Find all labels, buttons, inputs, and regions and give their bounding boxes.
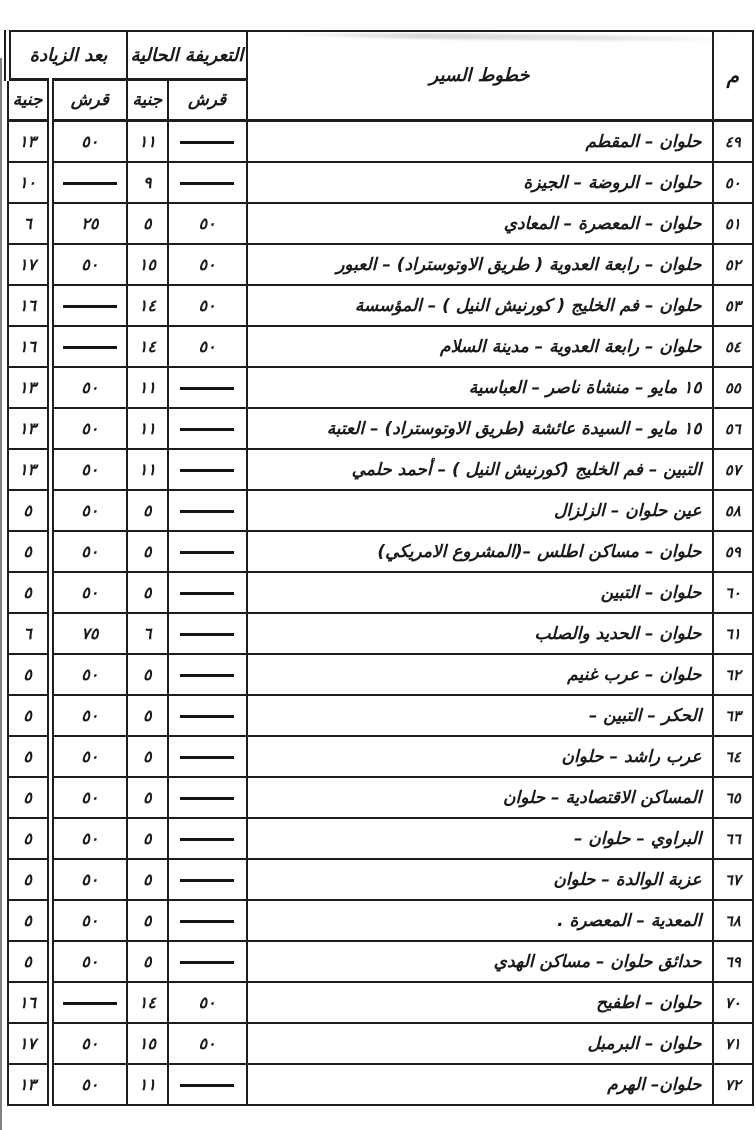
no-value-dash — [180, 510, 234, 513]
new-qirsh-cell: ٥٠ — [50, 818, 127, 859]
row-number-cell: ٦٤ — [713, 736, 754, 777]
no-value-dash — [180, 592, 234, 595]
new-pound-cell: ٥ — [8, 695, 51, 736]
current-qirsh-cell — [168, 654, 247, 695]
table-row — [8, 285, 754, 326]
table-row — [8, 941, 754, 982]
route-cell: حلوان – رابعة العدوية – مدينة السلام — [247, 326, 713, 367]
new-qirsh-cell — [50, 162, 127, 203]
new-pound-cell: ٥ — [8, 900, 51, 941]
current-qirsh-cell — [168, 121, 247, 163]
new-qirsh-cell: ٥٠ — [50, 531, 127, 572]
no-value-dash — [180, 879, 234, 882]
table-row — [8, 572, 754, 613]
new-qirsh-cell: ٥٠ — [50, 900, 127, 941]
table-body — [8, 121, 754, 1106]
new-pound-cell: ١٦ — [8, 982, 51, 1023]
route-cell: حلوان – اطفيح — [247, 982, 713, 1023]
current-qirsh-cell — [168, 1064, 247, 1105]
no-value-dash — [63, 1002, 117, 1005]
route-cell: البراوي – حلوان – — [247, 818, 713, 859]
no-value-dash — [180, 387, 234, 390]
table-row — [8, 613, 754, 654]
new-pound-cell: ١٣ — [8, 408, 51, 449]
current-qirsh-cell: ٥٠ — [168, 326, 247, 367]
row-number-cell: ٦٧ — [713, 859, 754, 900]
current-pound-cell: ٥ — [127, 818, 168, 859]
route-cell: حلوان – المقطم — [247, 121, 713, 163]
new-qirsh-cell: ٥٠ — [50, 941, 127, 982]
new-qirsh-cell: ٥٠ — [50, 1064, 127, 1105]
current-qirsh-cell: ٥٠ — [168, 982, 247, 1023]
table-row — [8, 162, 754, 203]
scanned-page — [0, 30, 756, 1130]
column-header-current-qirsh: قرش — [168, 80, 247, 121]
row-number-cell: ٦٨ — [713, 900, 754, 941]
new-pound-cell: ٥ — [8, 531, 51, 572]
table-row — [8, 859, 754, 900]
route-cell: حلوان – عرب غنيم — [247, 654, 713, 695]
row-number-cell: ٥٤ — [713, 326, 754, 367]
column-group-after-increase: بعد الزيادة — [8, 31, 128, 80]
current-qirsh-cell — [168, 408, 247, 449]
no-value-dash — [180, 797, 234, 800]
new-qirsh-cell: ٥٠ — [50, 777, 127, 818]
current-qirsh-cell: ٥٠ — [168, 285, 247, 326]
table-row — [8, 1023, 754, 1064]
route-cell: حلوان – مساكن اطلس –(المشروع الامريكي) — [247, 531, 713, 572]
no-value-dash — [63, 182, 117, 185]
current-qirsh-cell — [168, 531, 247, 572]
row-number-cell: ٥٣ — [713, 285, 754, 326]
current-qirsh-cell — [168, 941, 247, 982]
current-qirsh-cell: ٥٠ — [168, 1023, 247, 1064]
current-qirsh-cell — [168, 818, 247, 859]
route-cell: ١٥ مايو – السيدة عائشة (طريق الاوتوستراد) – العتبة — [247, 408, 713, 449]
new-qirsh-cell: ٥٠ — [50, 654, 127, 695]
table-row — [8, 449, 754, 490]
new-pound-cell: ١٣ — [8, 449, 51, 490]
row-number-cell: ٥٧ — [713, 449, 754, 490]
route-cell: حلوان – فم الخليج ( كورنيش النيل ) – المؤسسة — [247, 285, 713, 326]
row-number-cell: ٦٦ — [713, 818, 754, 859]
current-pound-cell: ٥ — [127, 531, 168, 572]
new-pound-cell: ٥ — [8, 777, 51, 818]
row-number-cell: ٥١ — [713, 203, 754, 244]
row-number-cell: ٧٠ — [713, 982, 754, 1023]
new-pound-cell: ٥ — [8, 572, 51, 613]
new-qirsh-cell — [50, 982, 127, 1023]
table-row — [8, 408, 754, 449]
current-pound-cell: ١١ — [127, 449, 168, 490]
route-cell: حلوان – رابعة العدوية ( طريق الاوتوستراد) – العبور — [247, 244, 713, 285]
row-number-cell: ٥٩ — [713, 531, 754, 572]
row-number-cell: ٧١ — [713, 1023, 754, 1064]
new-qirsh-cell: ٥٠ — [50, 490, 127, 531]
current-pound-cell: ١١ — [127, 121, 168, 163]
column-header-new-qirsh: قرش — [50, 80, 127, 121]
no-value-dash — [63, 305, 117, 308]
table-row — [8, 982, 754, 1023]
route-cell: المعدية – المعصرة . — [247, 900, 713, 941]
route-cell: حلوان– الهرم — [247, 1064, 713, 1105]
new-qirsh-cell: ٥٠ — [50, 1023, 127, 1064]
table-row — [8, 367, 754, 408]
new-qirsh-cell: ٥٠ — [50, 859, 127, 900]
no-value-dash — [180, 469, 234, 472]
no-value-dash — [180, 1084, 234, 1087]
current-pound-cell: ١٥ — [127, 244, 168, 285]
route-cell: عرب راشد – حلوان — [247, 736, 713, 777]
no-value-dash — [63, 346, 117, 349]
no-value-dash — [180, 141, 234, 144]
table-row — [8, 244, 754, 285]
current-pound-cell: ٥ — [127, 203, 168, 244]
table-row — [8, 736, 754, 777]
route-cell: التبين – فم الخليج (كورنيش النيل ) – أحمد حلمي — [247, 449, 713, 490]
row-number-cell: ٥٦ — [713, 408, 754, 449]
current-qirsh-cell: ٥٠ — [168, 203, 247, 244]
current-pound-cell: ٥ — [127, 859, 168, 900]
new-pound-cell: ٥ — [8, 654, 51, 695]
row-number-cell: ٦١ — [713, 613, 754, 654]
row-number-cell: ٦٣ — [713, 695, 754, 736]
row-number-cell: ٦٠ — [713, 572, 754, 613]
new-pound-cell: ١٣ — [8, 367, 51, 408]
current-pound-cell: ٥ — [127, 777, 168, 818]
new-pound-cell: ٥ — [8, 736, 51, 777]
row-number-cell: ٥٥ — [713, 367, 754, 408]
current-pound-cell: ٩ — [127, 162, 168, 203]
new-qirsh-cell: ٥٠ — [50, 572, 127, 613]
current-pound-cell: ١٤ — [127, 326, 168, 367]
column-header-current-pound: جنية — [127, 80, 168, 121]
column-header-new-pound: جنية — [8, 80, 51, 121]
new-pound-cell: ٥ — [8, 818, 51, 859]
new-qirsh-cell: ٥٠ — [50, 736, 127, 777]
new-pound-cell: ١٧ — [8, 1023, 51, 1064]
no-value-dash — [180, 674, 234, 677]
new-pound-cell: ٥ — [8, 490, 51, 531]
row-number-cell: ٧٢ — [713, 1064, 754, 1105]
route-cell: حدائق حلوان – مساكن الهدي — [247, 941, 713, 982]
current-qirsh-cell: ٥٠ — [168, 244, 247, 285]
current-qirsh-cell — [168, 572, 247, 613]
table-row — [8, 654, 754, 695]
current-qirsh-cell — [168, 695, 247, 736]
route-cell: حلوان – الحديد والصلب — [247, 613, 713, 654]
new-pound-cell: ٥ — [8, 941, 51, 982]
new-pound-cell: ١٠ — [8, 162, 51, 203]
current-qirsh-cell — [168, 449, 247, 490]
new-qirsh-cell: ٢٥ — [50, 203, 127, 244]
table-row — [8, 900, 754, 941]
new-qirsh-cell: ٥٠ — [50, 367, 127, 408]
current-pound-cell: ٥ — [127, 572, 168, 613]
table-row — [8, 777, 754, 818]
row-number-cell: ٥٠ — [713, 162, 754, 203]
route-cell: المساكن الاقتصادية – حلوان — [247, 777, 713, 818]
no-value-dash — [180, 920, 234, 923]
column-group-current-tariff: التعريفة الحالية — [127, 31, 247, 80]
no-value-dash — [180, 715, 234, 718]
table-row — [8, 203, 754, 244]
new-qirsh-cell: ٥٠ — [50, 449, 127, 490]
new-qirsh-cell: ٥٠ — [50, 408, 127, 449]
new-qirsh-cell: ٧٥ — [50, 613, 127, 654]
route-cell: الحكر – التبين – — [247, 695, 713, 736]
new-qirsh-cell: ٥٠ — [50, 695, 127, 736]
new-pound-cell: ١٦ — [8, 285, 51, 326]
current-pound-cell: ٥ — [127, 900, 168, 941]
table-row — [8, 531, 754, 572]
no-value-dash — [180, 838, 234, 841]
current-pound-cell: ٥ — [127, 490, 168, 531]
current-qirsh-cell — [168, 367, 247, 408]
current-qirsh-cell — [168, 859, 247, 900]
row-number-cell: ٦٢ — [713, 654, 754, 695]
current-qirsh-cell — [168, 777, 247, 818]
current-qirsh-cell — [168, 162, 247, 203]
new-pound-cell: ١٦ — [8, 326, 51, 367]
current-pound-cell: ١١ — [127, 367, 168, 408]
current-qirsh-cell — [168, 900, 247, 941]
route-cell: حلوان – المعصرة – المعادي — [247, 203, 713, 244]
table-header — [8, 31, 754, 121]
route-cell: حلوان – التبين — [247, 572, 713, 613]
new-pound-cell: ٥ — [8, 859, 51, 900]
new-pound-cell: ١٣ — [8, 1064, 51, 1105]
table-row — [8, 1064, 754, 1105]
no-value-dash — [180, 961, 234, 964]
new-pound-cell: ١٧ — [8, 244, 51, 285]
current-pound-cell: ٥ — [127, 695, 168, 736]
new-qirsh-cell: ٥٠ — [50, 244, 127, 285]
current-qirsh-cell — [168, 736, 247, 777]
row-number-cell: ٦٩ — [713, 941, 754, 982]
row-number-cell: ٥٨ — [713, 490, 754, 531]
table-row — [8, 818, 754, 859]
new-qirsh-cell — [50, 285, 127, 326]
no-value-dash — [180, 551, 234, 554]
current-pound-cell: ١١ — [127, 408, 168, 449]
current-qirsh-cell — [168, 490, 247, 531]
current-qirsh-cell — [168, 613, 247, 654]
new-qirsh-cell: ٥٠ — [50, 121, 127, 163]
table-row — [8, 490, 754, 531]
fare-table — [4, 30, 754, 1106]
new-pound-cell: ٦ — [8, 613, 51, 654]
current-pound-cell: ١٥ — [127, 1023, 168, 1064]
no-value-dash — [180, 182, 234, 185]
current-pound-cell: ١٤ — [127, 982, 168, 1023]
table-row — [8, 121, 754, 163]
row-number-cell: ٥٢ — [713, 244, 754, 285]
table-row — [8, 695, 754, 736]
route-cell: عين حلوان – الزلزال — [247, 490, 713, 531]
route-cell: حلوان – البرمبل — [247, 1023, 713, 1064]
page-edge-artifact — [0, 58, 2, 1130]
no-value-dash — [180, 428, 234, 431]
current-pound-cell: ٥ — [127, 654, 168, 695]
current-pound-cell: ١١ — [127, 1064, 168, 1105]
route-cell: ١٥ مايو – منشاة ناصر – العباسية — [247, 367, 713, 408]
route-cell: حلوان – الروضة – الجيزة — [247, 162, 713, 203]
new-pound-cell: ١٣ — [8, 121, 51, 163]
current-pound-cell: ٥ — [127, 941, 168, 982]
current-pound-cell: ٥ — [127, 736, 168, 777]
table-row — [8, 326, 754, 367]
column-header-number: م — [713, 31, 754, 121]
row-number-cell: ٦٥ — [713, 777, 754, 818]
no-value-dash — [180, 633, 234, 636]
row-number-cell: ٤٩ — [713, 121, 754, 163]
no-value-dash — [180, 756, 234, 759]
current-pound-cell: ١٤ — [127, 285, 168, 326]
column-header-routes: خطوط السير — [247, 31, 713, 121]
current-pound-cell: ٦ — [127, 613, 168, 654]
route-cell: عزبة الوالدة – حلوان — [247, 859, 713, 900]
new-pound-cell: ٦ — [8, 203, 51, 244]
new-qirsh-cell — [50, 326, 127, 367]
